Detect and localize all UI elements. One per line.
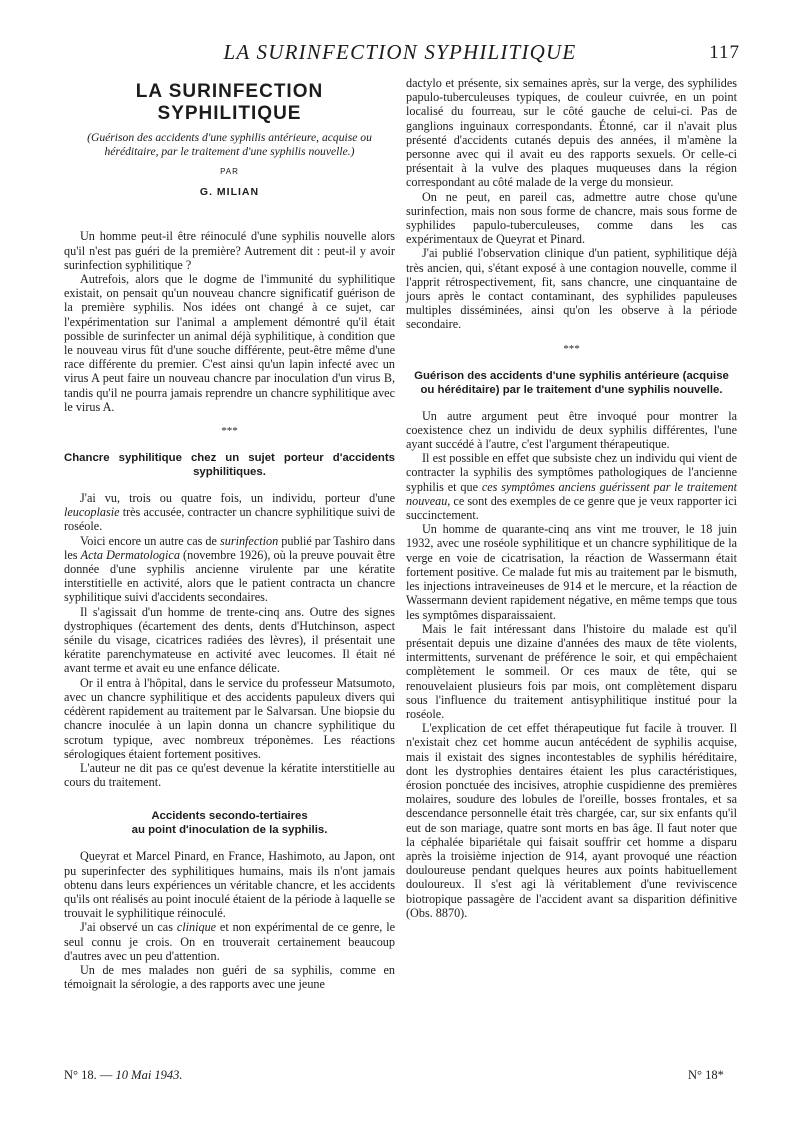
section-heading-line: au point d'inoculation de la syphilis. — [131, 824, 328, 837]
paragraph: L'explication de cet effet thérapeutique fut facile à trouver. Il n'existait chez cet homme aucun antécédent de syphilis acquise, mais il existait des signes incontestables de syphilis héréditaire, dont les dystrophies dentaires étaient les plus caractéristiques, érosion ponctuée des incisives, atrophie cuspidienne des premières molaires, soudure des lobules de l'oreille, bosses frontales, et sa descendance personnelle était très chargée, car, sur six enfants qu'il eut de son mariage, quatre sont morts en bas âge. Il faut noter que la céphalée bipariétale qui faisait souffrir cet homme a disparu après la troisième injection de 914, ayant provoqué une réaction douloureuse pendant quelques heures aux points habituellement douloureux. Il s'est agi là véritablement d'une reviviscence biotropique passagère de l'accident avant sa disparition définitive (Obs. 8870). — [406, 721, 737, 920]
paragraph: J'ai publié l'observation clinique d'un patient, syphilitique déjà très ancien, qui, s'étant exposé à une contagion nouvelle, comme il l'apprit rétrospectivement, fit, sans chancre, une cinquantaine de jours après le contact contaminant, des syphilides papuleuses multiples disséminées, ainsi qu'on les observe à la période secondaire. — [406, 246, 737, 332]
separator-stars: *** — [221, 425, 238, 438]
italic-term: leucoplasie — [64, 505, 120, 520]
paragraph: dactylo et présente, six semaines après, sur la verge, des syphilides papulo-tuberculeuses typiques, de couleur cuivrée, en un point localisé du fourreau, sur le côté gauche de celui-ci. Pas de ganglions inguinaux correspondants. Étonné, car il n'avait plus présenté d'accidents cutanés depuis des années, il m'amène la personne avec qui il avait eu des rapports sexuels. Or celle-ci présentait à la vulve des plaques muqueuses dans la région correspondant au côté malade de la verge du monsieur. — [406, 76, 737, 190]
right-column — [406, 76, 737, 920]
journal-title: Acta Dermatologica — [80, 547, 180, 562]
paragraph: Un autre argument peut être invoqué pour montrer la coexistence chez un individu de deux syphilis différentes, l'une ayant succédé à l'autre, c'est l'argument thérapeutique. — [406, 408, 737, 452]
paragraph — [64, 534, 395, 605]
section-heading: Guérison des accidents d'une syphilis antérieure (acquise ou héréditaire) par le traitement d'une syphilis nouvelle. — [414, 369, 729, 396]
text: publié par Tashiro dans les — [64, 533, 395, 562]
paragraph: Il s'agissait d'un homme de trente-cinq ans. Outre des signes dystrophiques (écartement des dents, dents d'Hutchinson, aspect sénile du visage, cicatrices radiées des lèvres), il présentait une kératite parenchymateuse en activité avec leucomes. Il était né avant terme et avait eu une enfance délicate. — [64, 604, 395, 676]
text: Voici encore un autre cas de — [80, 533, 220, 548]
article-title-line1: LA SURINFECTION — [135, 81, 324, 102]
text: J'ai observé un cas — [80, 920, 177, 935]
page-number: 117 — [709, 42, 740, 63]
paragraph — [406, 451, 737, 522]
running-head — [60, 40, 740, 68]
paragraph: Or il entra à l'hôpital, dans le service du professeur Matsumoto, avec un chancre syphilitique et des accidents papuleux divers qui cédèrent rapidement au traitement par le Salvarsan. Une biopsie du chancre inoculée à un lapin donna un chancre syphilitique du scrotum typique, avec nombreux tréponèmes. Les réactions sérologiques étaient fortement positives. — [64, 675, 395, 761]
text: (novembre 1926), où la preuve pouvait être donnée d'une syphilis ancienne virulente par une kératite interstitielle en activité, alors que le patient contracta un chancre syphilitique suivi d'accidents secondaires. — [64, 547, 395, 605]
section-heading: Chancre syphilitique chez un sujet porteur d'accidents syphilitiques. — [64, 452, 395, 479]
text: Il est possible en effet que subsiste chez un individu qui vient de contracter la syphilis des symptômes pathologiques de l'ancienne syphilis et que — [406, 451, 737, 494]
paragraph: Un de mes malades non guéri de sa syphilis, comme en témoignait la sérologie, a des rapports avec une jeune — [64, 962, 395, 992]
running-title: LA SURINFECTION SYPHILITIQUE — [223, 40, 577, 64]
text: , ce sont des exemples de ce genre que je veux rapporter ici succinctement. — [406, 493, 737, 523]
issue-date: 10 Mai 1943. — [115, 1068, 183, 1082]
left-column — [64, 80, 395, 991]
spacer — [64, 789, 395, 809]
article-title-line2: SYPHILITIQUE — [157, 103, 302, 124]
paragraph: Queyrat et Marcel Pinard, en France, Hashimoto, au Japon, ont pu superinfecter des syphilitiques humains, mais ils n'ont jamais obtenu dans leurs expériences un véritable chancre, et les accidents qu'ils ont réalisés au point inoculé étaient de la période à laquelle se trouvait le syphilitique réinoculé. — [64, 849, 395, 921]
text: J'ai vu, trois ou quatre fois, un individu, porteur d'une — [80, 491, 395, 506]
paragraph: Mais le fait intéressant dans l'histoire du malade est qu'il présentait depuis une dizaine d'années des maux de tête violents, intermittents, survenant de préférence le soir, et qui empêchaient complètement le sommeil. Or ces maux de tête, qui se renouvelaient plusieurs fois par mois, ont complètement disparu sous l'influence du traitement antisyphilitique institué pour la roséole. — [406, 621, 737, 721]
section-heading — [64, 809, 395, 837]
italic-phrase: ces symptômes anciens guérissent par le traitement nouveau — [406, 479, 737, 508]
section-separator — [406, 342, 737, 355]
text: très accusée, contracter un chancre syphilitique suivi de roséole. — [64, 505, 395, 534]
text: et non expérimental de ce genre, le seul connu je crois. On en trouverait certainement beaucoup d'autres avec un peu d'attention. — [64, 920, 395, 963]
paragraph: Un homme peut-il être réinoculé d'une syphilis nouvelle alors qu'il n'est pas guéri de la première? Autrement dit : peut-il y avoir surinfection syphilitique ? — [64, 229, 395, 272]
paragraph — [64, 920, 395, 963]
issue-number: N° 18. — — [64, 1068, 116, 1082]
section-separator — [64, 425, 395, 438]
footer-issue — [64, 1068, 183, 1083]
paragraph: Un homme de quarante-cinq ans vint me trouver, le 18 juin 1932, avec une roséole syphilitique et un chancre syphilitique de la verge en voie de cicatrisation, la réaction de Wassermann était fortement positive. Ce malade fut mis au traitement par le bismuth, les injections intraveineuses de 914 et le mercure, et la réaction de Wassermann devient rapidement négative, en même temps que tous les symptômes disparaissaient. — [406, 522, 737, 622]
italic-term: surinfection — [219, 533, 279, 548]
paragraph: L'auteur ne dit pas ce qu'est devenue la kératite interstitielle au cours du traitement. — [64, 760, 395, 790]
paragraph: Autrefois, alors que le dogme de l'immunité du syphilitique existait, on pensait qu'un nouveau chancre significatif guérison de la première syphilis. Nos idées ont changé à ce sujet, car l'expérimentation sur l'animal a amplement démontré qu'il était possible de surinfecter un animal déjà syphilitique, à condition que le nouveau virus fût d'une souche différente, peut-être même d'une race différente du premier. C'est ainsi qu'un lapin infecté avec un virus A peut faire un nouveau chancre par inoculation d'un virus B, tandis qu'il ne pourra jamais reprendre un chancre syphilitique avec le virus A. — [64, 272, 395, 414]
article-subtitle: (Guérison des accidents d'une syphilis antérieure, acquise ou héréditaire, par le traitement d'une syphilis nouvelle.) — [87, 131, 372, 158]
paragraph — [64, 491, 395, 534]
article-title — [64, 81, 395, 125]
section-heading-line: Accidents secondo-tertiaires — [151, 810, 308, 823]
separator-stars: *** — [563, 342, 580, 355]
byline-par: PAR — [220, 167, 239, 176]
paragraph: On ne peut, en pareil cas, admettre autre chose qu'une surinfection, mais non sous forme de chancre, mais sous forme de syphilides papulo-tuberculeuses, comme dans les cas expérimentaux de Queyrat et Pinard. — [406, 189, 737, 247]
article-author: G. MILIAN — [199, 186, 260, 199]
italic-term: clinique — [176, 920, 217, 935]
footer-issue-right: N° 18* — [688, 1068, 724, 1082]
